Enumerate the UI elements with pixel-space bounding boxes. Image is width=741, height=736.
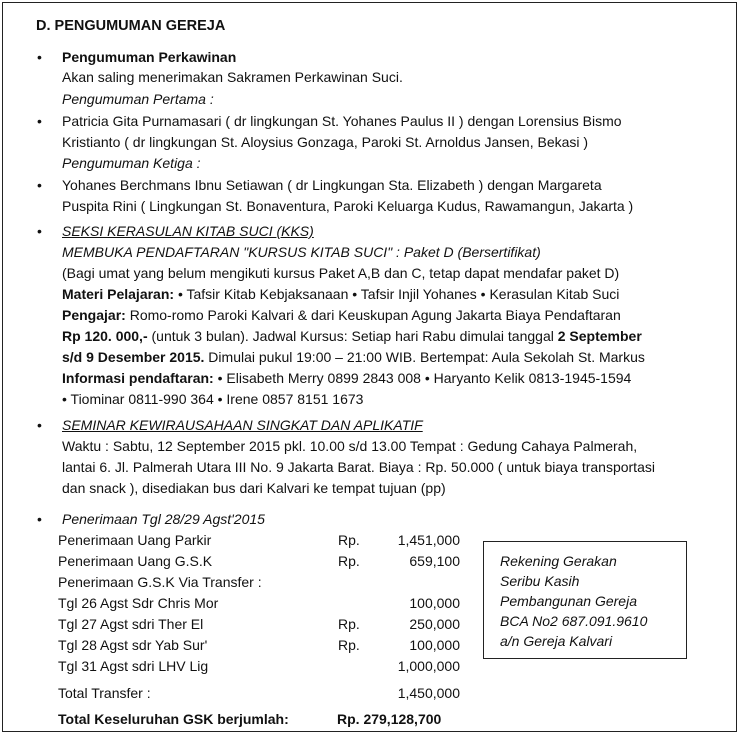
receipt-row-label: Tgl 28 Agst sdr Yab Sur': [58, 637, 208, 653]
wedding-third-label: Pengumuman Ketiga :: [62, 155, 201, 171]
kks-pengajar: [62, 306, 621, 324]
kks-schedule: [62, 348, 645, 366]
seminar-title: SEMINAR KEWIRAUSAHAAN SINGKAT DAN APLIKATIF: [62, 417, 423, 433]
wedding-first-line2: Kristianto ( dr lingkungan St. Aloysius Gonzaga, Paroki St. Arnoldus Jansen, Bekasi ): [62, 134, 589, 150]
receipts-title: Penerimaan Tgl 28/29 Agst'2015: [62, 511, 265, 527]
bank-box-line: Pembangunan Gereja: [500, 593, 637, 609]
bank-box-line: Seribu Kasih: [500, 573, 580, 589]
wedding-third-line2: Puspita Rini ( Lingkungan St. Bonaventura, Paroki Keluarga Kudus, Rawamangun, Jakarta ): [62, 198, 634, 214]
receipt-row-amount: 250,000: [409, 616, 460, 632]
kks-end-date: s/d 9 Desember 2015.: [62, 349, 205, 365]
receipt-row-label: Penerimaan Uang Parkir: [58, 532, 212, 548]
bank-box-line: Rekening Gerakan: [500, 553, 617, 569]
wedding-third-line1: Yohanes Berchmans Ibnu Setiawan ( dr Lingkungan Sta. Elizabeth ) dengan Margareta: [62, 177, 602, 193]
grand-total-label: Total Keseluruhan GSK berjumlah:: [58, 711, 289, 727]
kks-materi-label: Materi Pelajaran:: [62, 286, 175, 302]
kks-subtitle: MEMBUKA PENDAFTARAN "KURSUS KITAB SUCI" : Paket D (Bersertifikat): [62, 244, 541, 260]
wedding-first-line1: Patricia Gita Purnamasari ( dr lingkungan St. Yohanes Paulus II ) dengan Lorensius Bismo: [62, 113, 622, 129]
total-transfer-label: Total Transfer :: [58, 685, 151, 701]
bank-account-box: [483, 541, 687, 659]
kks-biaya: [62, 327, 642, 345]
bullet-receipts: •: [37, 511, 42, 527]
receipt-row-amount: 100,000: [409, 595, 460, 611]
grand-total-amount: Rp. 279,128,700: [337, 711, 442, 727]
bullet-seminar: •: [37, 417, 42, 433]
kks-info: [62, 369, 631, 387]
bullet-first: •: [37, 113, 42, 129]
total-transfer-amount: 1,450,000: [397, 685, 460, 701]
wedding-title: Pengumuman Perkawinan: [62, 49, 237, 65]
kks-materi-text: • Tafsir Kitab Kebjaksanaan • Tafsir Injil Yohanes • Kerasulan Kitab Suci: [174, 286, 620, 302]
kks-pengajar-text: Romo-romo Paroki Kalvari & dari Keuskupan Agung Jakarta Biaya Pendaftaran: [125, 307, 621, 323]
section-heading: D. PENGUMUMAN GEREJA: [36, 18, 226, 34]
kks-pengajar-label: Pengajar:: [62, 307, 126, 323]
receipt-row-amount: 1,000,000: [397, 658, 460, 674]
receipt-row-currency: Rp.: [338, 532, 360, 548]
receipt-row-currency: Rp.: [338, 637, 360, 653]
seminar-line2: lantai 6. Jl. Palmerah Utara III No. 9 Jakarta Barat. Biaya : Rp. 50.000 ( untuk biaya transportasi: [62, 459, 655, 475]
kks-biaya-amount: Rp 120. 000,-: [62, 328, 148, 344]
receipt-row-amount: 1,451,000: [397, 532, 460, 548]
receipt-row-label: Penerimaan Uang G.S.K: [58, 553, 213, 569]
bullet-third: •: [37, 177, 42, 193]
kks-start-date: 2 September: [557, 328, 642, 344]
wedding-intro: Akan saling menerimakan Sakramen Perkawinan Suci.: [62, 69, 403, 85]
seminar-line1: Waktu : Sabtu, 12 September 2015 pkl. 10.00 s/d 13.00 Tempat : Gedung Cahaya Palmerah,: [62, 438, 638, 454]
receipt-row-label: Tgl 27 Agst sdri Ther El: [58, 616, 204, 632]
kks-materi: [62, 285, 619, 303]
seminar-line3: dan snack ), disediakan bus dari Kalvari ke tempat tujuan (pp): [62, 480, 446, 496]
kks-biaya-text: (untuk 3 bulan). Jadwal Kursus: Setiap hari Rabu dimulai tanggal: [147, 328, 558, 344]
bank-box-line: BCA No2 687.091.9610: [500, 613, 648, 629]
receipt-row-label: Tgl 26 Agst Sdr Chris Mor: [58, 595, 219, 611]
receipt-row-currency: Rp.: [338, 553, 360, 569]
bullet-kks: •: [37, 223, 42, 239]
kks-info-text2: • Tiominar 0811-990 364 • Irene 0857 8151 1673: [62, 391, 364, 407]
kks-note: (Bagi umat yang belum mengikuti kursus Paket A,B dan C, tetap dapat mendafar paket D): [62, 265, 620, 281]
receipt-row-label: Tgl 31 Agst sdri LHV Lig: [58, 658, 209, 674]
wedding-first-label: Pengumuman Pertama :: [62, 91, 214, 107]
receipt-row-currency: Rp.: [338, 616, 360, 632]
receipt-row-label: Penerimaan G.S.K Via Transfer :: [58, 574, 262, 590]
kks-info-label: Informasi pendaftaran:: [62, 370, 214, 386]
bullet-wedding: •: [37, 49, 42, 65]
kks-title: SEKSI KERASULAN KITAB SUCI (KKS): [62, 223, 314, 239]
receipt-row-amount: 659,100: [409, 553, 460, 569]
receipt-row-amount: 100,000: [409, 637, 460, 653]
bank-box-line: a/n Gereja Kalvari: [500, 633, 613, 649]
kks-schedule-text: Dimulai pukul 19:00 – 21:00 WIB. Bertempat: Aula Sekolah St. Markus: [204, 349, 645, 365]
kks-info-text1: • Elisabeth Merry 0899 2843 008 • Haryanto Kelik 0813-1945-1594: [213, 370, 632, 386]
